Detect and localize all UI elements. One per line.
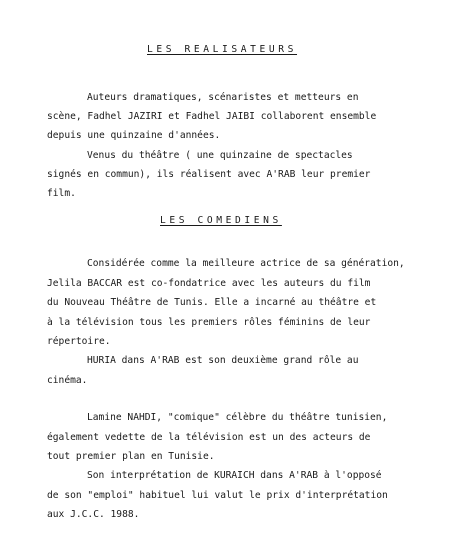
paragraph-line: Auteurs dramatiques, scénaristes et metteurs en [87, 92, 359, 103]
paragraph-line: HURIA dans A'RAB est son deuxième grand rôle au [87, 355, 359, 366]
paragraph-line: signés en commun), ils réalisent avec A'RAB leur premier [47, 169, 371, 180]
paragraph-line: Lamine NAHDI, "comique" célèbre du théâtre tunisien, [87, 412, 388, 423]
paragraph-line: tout premier plan en Tunisie. [47, 451, 215, 462]
paragraph-line: également vedette de la télévision est un des acteurs de [47, 432, 371, 443]
paragraph-line: répertoire. [47, 336, 111, 347]
paragraph-line: à la télévision tous les premiers rôles féminins de leur [47, 317, 371, 328]
paragraph-line: film. [47, 188, 76, 199]
paragraph-line: de son "emploi" habituel lui valut le prix d'interprétation [47, 490, 388, 501]
paragraph-line: du Nouveau Théâtre de Tunis. Elle a incarné au théâtre et [47, 297, 377, 308]
paragraph-line: Considérée comme la meilleure actrice de sa génération, [87, 258, 405, 269]
paragraph-line: scène, Fadhel JAZIRI et Fadhel JAIBI collaborent ensemble [47, 111, 377, 122]
paragraph-line: Venus du théâtre ( une quinzaine de spectacles [87, 150, 353, 161]
paragraph-line: depuis une quinzaine d'années. [47, 130, 221, 141]
paragraph-line: Jelila BACCAR est co-fondatrice avec les auteurs du film [47, 278, 371, 289]
heading-realisateurs: LES REALISATEURS [147, 44, 298, 55]
heading-comediens: LES COMEDIENS [160, 215, 282, 226]
paragraph-line: Son interprétation de KURAICH dans A'RAB à l'opposé [87, 470, 382, 481]
paragraph-line: cinéma. [47, 375, 88, 386]
paragraph-line: aux J.C.C. 1988. [47, 509, 140, 520]
